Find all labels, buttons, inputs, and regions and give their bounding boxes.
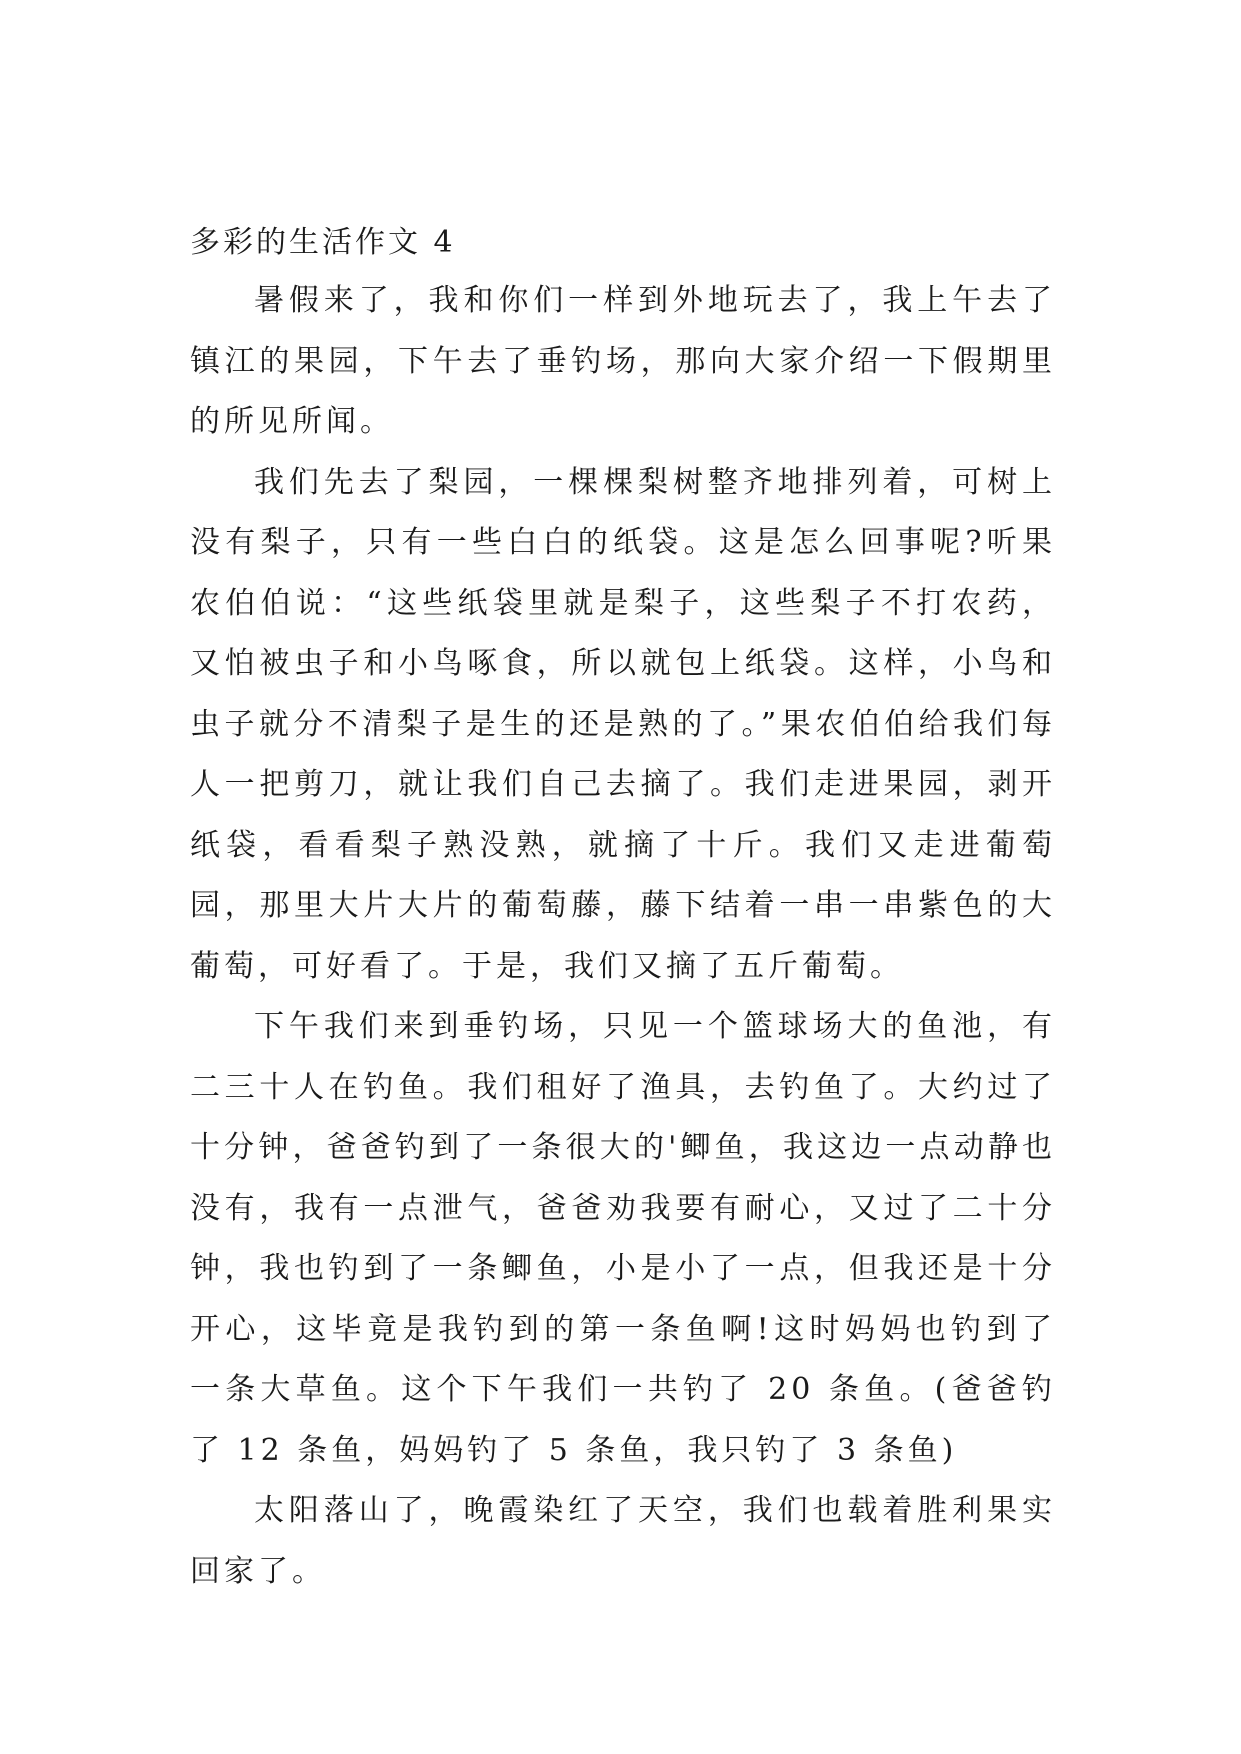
document-title: 多彩的生活作文 4: [190, 225, 456, 260]
paragraph-4: 太阳落山了，晚霞染红了天空，我们也载着胜利果实回家了。: [190, 1493, 1056, 1589]
paragraph-3: 下午我们来到垂钓场，只见一个篮球场大的鱼池，有二三十人在钓鱼。我们租好了渔具，去钓鱼了。大约过了十分钟，爸爸钓到了一条很大的'鲫鱼，我这边一点动静也没有，我有一点泄气，爸爸劝我要有耐心，又过了二十分钟，我也钓到了一条鲫鱼，小是小了一点，但我还是十分开心，这毕竟是我钓到的第一条鱼啊!这时妈妈也钓到了一条大草鱼。这个下午我们一共钓了 20 条鱼。(爸爸钓了 12 条鱼，妈妈钓了 5 条鱼，我只钓了 3 条鱼): [190, 1009, 1056, 1468]
document-page: [190, 215, 1056, 1602]
paragraph-2: 我们先去了梨园，一棵棵梨树整齐地排列着，可树上没有梨子，只有一些白白的纸袋。这是怎么回事呢?听果农伯伯说：“这些纸袋里就是梨子，这些梨子不打农药，又怕被虫子和小鸟啄食，所以就包上纸袋。这样，小鸟和虫子就分不清梨子是生的还是熟的了。”果农伯伯给我们每人一把剪刀，就让我们自己去摘了。我们走进果园，剥开纸袋，看看梨子熟没熟，就摘了十斤。我们又走进葡萄园，那里大片大片的葡萄藤，藤下结着一串一串紫色的大葡萄，可好看了。于是，我们又摘了五斤葡萄。: [190, 464, 1056, 984]
paragraph-1: 暑假来了，我和你们一样到外地玩去了，我上午去了镇江的果园，下午去了垂钓场，那向大家介绍一下假期里的所见所闻。: [190, 283, 1056, 439]
